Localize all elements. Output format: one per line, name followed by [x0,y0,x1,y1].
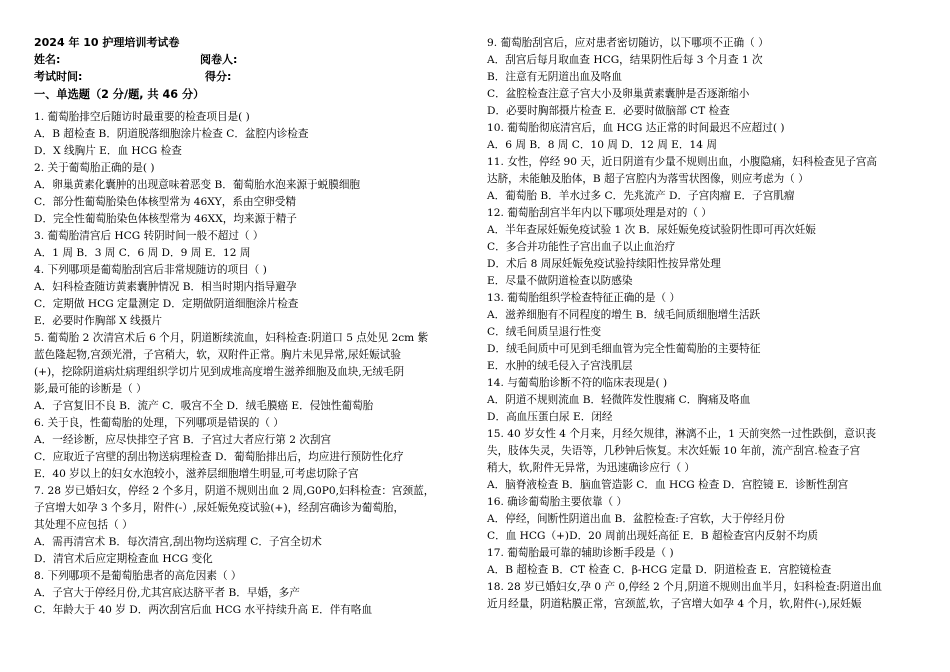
question-line: A．1 周 B．3 周 C．6 周 D．9 周 E．12 周 [34,247,251,259]
question-line: 17. 葡萄胎最可靠的辅助诊断手段是（ ) [487,547,674,559]
question-line: D．X 线胸片 E．血 HCG 检查 [34,145,182,157]
question-line: D．清官术后应定期检查血 HCG 变化 [34,553,213,565]
name-label: 姓名: [34,53,61,66]
time-label: 考试时间: [34,70,83,83]
question-line: 10. 葡萄胎彻底清宫后，血 HCG 达正常的时间最迟不应超过( ) [487,122,785,134]
question-line: 子宫增大如孕 3 个多月，附件(-）,尿妊娠免疫试验(+)，经刮宫确诊为葡萄胎， [34,502,405,514]
question-line: 6. 关于良，性葡萄胎的处理，下列哪项是错误的（ ） [34,417,284,429]
section-title: 一、单选题（2 分/题, 共 46 分） [34,88,205,101]
question-line: C．部分性葡萄胎染色体核型常为 46XY，系由空卵受精 [34,196,296,208]
question-line: A．B 超检查 B．CT 检查 C．β-HCG 定量 D．阴道检查 E．宫腔镜检查 [487,564,832,576]
question-line: E．水肿的绒毛侵入子宫浅肌层 [487,360,633,372]
question-line: 影,最可能的诊断是（ ） [34,383,147,395]
question-line: 7. 28 岁已婚妇女，停经 2 个多月，阴道不规则出血 2 周,G0P0,妇科检查：宫颈蓝， [34,485,435,497]
question-line: 16. 确诊葡萄胎主要依靠（ ） [487,496,628,508]
question-line: (+)，挖除阴道病灶病理组织学切片见到成堆高度增生滋养细胞及血块,无绒毛阴 [34,366,405,378]
question-line: 4. 下列哪项是葡萄胎刮宫后非常规随访的项目（ ) [34,264,267,276]
question-line: 8. 下列哪项不是葡萄胎患者的高危因素（ ） [34,570,242,582]
question-line: A．B 超检查 B．阴道脱落细胞涂片检查 C．盆腔内诊检查 [34,128,309,140]
question-line: 13. 葡萄胎组织学检查特征正确的是（ ） [487,292,681,304]
question-line: A．子宫大于停经月份,尤其宫底达脐平者 B．早婚，多产 [34,587,300,599]
question-line: 15. 40 岁女性 4 个月来，月经欠规律，淋漓不止，1 天前突然一过性跌倒，意识丧 [487,428,877,440]
question-line: 11. 女性，停经 90 天，近日阴道有少量不规则出血，小腹隐痛，妇科检查见子宫高 [487,156,878,168]
question-line: A．半年查尿妊娠免疫试验 1 次 B．尿妊娠免疫试验阴性即可再次妊娠 [487,224,816,236]
question-line: 1. 葡萄胎排空后随访时最重要的检查项目是( ) [34,111,250,123]
question-line: A．子宫复旧不良 B．流产 C．吸宫不全 D．绒毛膜癌 E．侵蚀性葡萄胎 [34,400,374,412]
question-line: C．绒毛间质呈退行性变 [487,326,602,338]
question-line: D．绒毛间质中可见到毛细血管为完全性葡萄胎的主要特征 [487,343,761,355]
question-line: 14. 与葡萄胎诊断不符的临床表现是( ) [487,377,668,389]
question-line: 5. 葡萄胎 2 次清宫术后 6 个月，阴道断续流血，妇科检查:阴道口 5 点处见 2cm 紫 [34,332,429,344]
question-line: D．高血压蛋白尿 E．闭经 [487,411,613,423]
score-label: 得分: [205,70,232,83]
question-line: C．血 HCG（+)D．20 周前出现妊高征 E．B 超检查宫内反射不均质 [487,530,818,542]
question-line: A．停经，间断性阴道出血 B．盆腔检查:子宫软，大于停经月份 [487,513,785,525]
question-line: C．盆腔检查注意子宫大小及卵巢黄素囊肿是否逐渐缩小 [487,88,750,100]
question-line: 达脐，未能触及胎体，B 超子宫腔内为落雪状图像，则应考虑为（ ） [487,173,809,185]
question-line: A．滋养细胞有不同程度的增生 B．绒毛间质细胞增生活跃 [487,309,761,321]
question-line: 其处理不应包括（ ） [34,519,133,531]
question-line: A．阴道不规则流血 B．轻微阵发性腹痛 C．胸痛及咯血 [487,394,751,406]
question-line: 3. 葡萄胎清宫后 HCG 转阴时间一般不超过（ ） [34,230,264,242]
question-line: A．刮宫后每月取血查 HCG，结果阴性后每 3 个月查 1 次 [487,54,763,66]
question-line: 失，肢体失灵，失语等，几秒钟后恢复。末次妊娠 10 年前，流产刮宫.检查子宫 [487,445,861,457]
question-line: E．40 岁以上的妇女水泡较小，滋养层细胞增生明显,可考虑切除子宫 [34,468,359,480]
question-line: C．年龄大于 40 岁 D．两次刮宫后血 HCG 水平持续升高 E．伴有咯血 [34,604,373,616]
question-line: 18. 28 岁已婚妇女,孕 0 产 0,停经 2 个月,阴道不规则出血半月，妇科检查:阴道出血 [487,581,883,593]
question-line: A．需再清宫术 B．每次清宫,刮出物均送病理 C．子宫全切术 [34,536,322,548]
question-line: D．术后 8 周尿妊娠免疫试验持续阳性按异常处理 [487,258,721,270]
question-line: 9. 葡萄胎刮宫后，应对患者密切随访，以下哪项不正确（ ） [487,37,769,49]
question-line: B．注意有无阴道出血及咯血 [487,71,622,83]
question-line: C．多合并功能性子宫出血子以止血治疗 [487,241,676,253]
question-line: E．尽量不做阴道检查以防感染 [487,275,633,287]
question-line: C．应取近子宫壁的刮出物送病理检查 D．葡萄胎排出后，均应进行预防性化疗 [34,451,404,463]
question-line: A．妇科检查随访黄素囊肿情况 B．相当时期内指导避孕 [34,281,297,293]
question-line: 12. 葡萄胎刮宫半年内以下哪项处理是对的（ ） [487,207,712,219]
question-line: D．必要时胸部摄片检查 E．必要时做脑部 CT 检查 [487,105,730,117]
question-line: C．定期做 HCG 定量测定 D．定期做阴道细胞涂片检查 [34,298,299,310]
question-line: 稍大，软,附件无异常，为迅速确诊应行（ ） [487,462,696,474]
exam-title: 2024 年 10 护理培训考试卷 [34,36,180,49]
question-line: A．一经诊断，应尽快排空子宫 B．子宫过大者应行第 2 次刮宫 [34,434,332,446]
question-line: A．脑脊液检查 B．脑血管造影 C．血 HCG 检查 D．宫腔镜 E．诊断性刮宫 [487,479,849,491]
question-line: A．卵巢黄素化囊肿的出现意味着恶变 B．葡萄胎水泡来源于蜕膜细胞 [34,179,361,191]
grader-label: 阅卷人: [200,53,238,66]
question-line: E．必要时作胸部 X 线摄片 [34,315,162,327]
question-line: D．完全性葡萄胎染色体核型常为 46XX，均来源于精子 [34,213,297,225]
question-line: 近月经量，阴道粘膜正常，宫颈蓝,软，子宫增大如孕 4 个月，软,附件(-),尿妊娠 [487,598,862,610]
question-line: 2. 关于葡萄胎正确的是( ) [34,162,155,174]
question-line: A．葡萄胎 B．羊水过多 C．先兆流产 D．子宫肉瘤 E．子宫肌瘤 [487,190,795,202]
question-line: 蓝色隆起物,宫颈光滑，子宫稍大，软，双附件正常。胸片未见异常,尿妊娠试验 [34,349,401,361]
question-line: A．6 周 B．8 周 C．10 周 D．12 周 E．14 周 [487,139,717,151]
